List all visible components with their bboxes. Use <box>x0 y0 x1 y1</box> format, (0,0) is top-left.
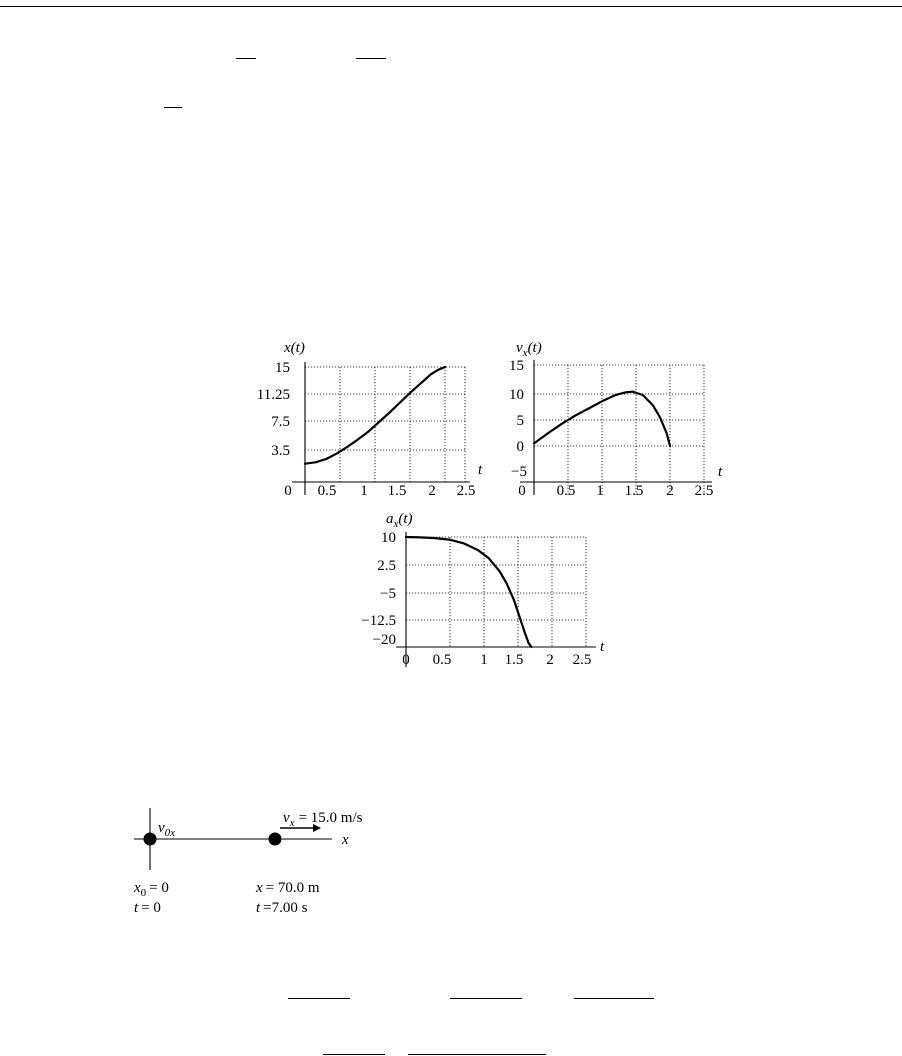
axis-label-x: x <box>342 832 349 848</box>
x-axis-label: t <box>600 639 605 655</box>
fraction-bar <box>236 58 256 59</box>
chart-velocity <box>500 332 740 499</box>
y-tick-label: 10 <box>381 530 396 546</box>
chart-grid <box>534 365 704 495</box>
y-tick-label: 11.25 <box>256 387 290 403</box>
y-tick-labels <box>361 530 396 648</box>
y-tick-label: −20 <box>372 632 396 648</box>
x-tick-label: 0.5 <box>556 483 576 499</box>
fraction-bar <box>574 998 654 999</box>
x-tick-label: 0 <box>284 483 292 499</box>
x-axis-label: t <box>718 464 723 480</box>
x-tick-labels <box>284 483 475 499</box>
x-tick-label: 1.5 <box>504 652 524 668</box>
x-tick-label: 2 <box>666 483 674 499</box>
y-tick-label: 15 <box>275 360 290 376</box>
y-axis-label: x(t) <box>284 340 305 356</box>
x-tick-label: 0 <box>518 483 526 499</box>
y-tick-label: −5 <box>380 586 396 602</box>
x-tick-labels <box>518 483 713 499</box>
chart-position <box>240 332 500 499</box>
x-tick-label: 2.5 <box>456 483 476 499</box>
y-tick-label: 0 <box>516 439 524 455</box>
x-tick-label: 2.5 <box>694 483 714 499</box>
y-axis-label: $v_x(t)$ <box>516 340 542 359</box>
x-tick-labels <box>402 652 591 668</box>
final-position-dot <box>269 833 282 846</box>
y-tick-label: 2.5 <box>377 558 396 574</box>
fraction-bar <box>164 107 182 108</box>
fraction-bar <box>450 998 522 999</box>
y-tick-labels <box>509 358 527 480</box>
initial-velocity-label: $v_{0x}$ <box>158 820 176 839</box>
x-tick-label: 2 <box>428 483 436 499</box>
x-tick-label: 1 <box>480 652 488 668</box>
x-tick-label: 2.5 <box>572 652 592 668</box>
series-line <box>406 537 531 647</box>
y-tick-label: −12.5 <box>361 613 396 629</box>
y-tick-label: −5 <box>511 464 527 480</box>
chart-grid <box>406 537 586 647</box>
y-tick-label: 10 <box>509 387 524 403</box>
x-tick-label: 0.5 <box>432 652 452 668</box>
y-tick-label: 7.5 <box>271 414 290 430</box>
x-tick-label: 1 <box>596 483 604 499</box>
y-tick-labels <box>257 360 290 459</box>
y-tick-label: 15 <box>509 358 524 374</box>
x-tick-label: 1.5 <box>624 483 644 499</box>
chart-acceleration <box>360 502 620 672</box>
y-axis-label: $a_x(t)$ <box>386 511 413 530</box>
initial-position-dot <box>144 833 157 846</box>
final-velocity-label: $v_x = 15.0$ m/s <box>283 810 363 829</box>
x-tick-label: 1 <box>360 483 368 499</box>
x-tick-label: 0 <box>402 652 410 668</box>
motion-diagram <box>120 800 420 916</box>
fraction-bar <box>408 1054 546 1055</box>
x-tick-label: 2 <box>546 652 554 668</box>
x-tick-label: 0.5 <box>317 483 337 499</box>
fraction-bar <box>356 58 386 59</box>
x-axis-label: t <box>478 462 483 478</box>
initial-t-label: t = 0 <box>134 900 161 916</box>
initial-x-label: $x_0 = 0$ <box>134 880 169 899</box>
y-tick-label: 3.5 <box>271 443 290 459</box>
fraction-bar <box>288 998 350 999</box>
fraction-bar <box>323 1054 385 1055</box>
y-tick-label: 5 <box>516 413 524 429</box>
final-x-label: x = 70.0 m <box>256 880 320 896</box>
top-rule <box>0 6 902 7</box>
final-t-label: t =7.00 s <box>256 900 308 916</box>
x-tick-label: 1.5 <box>387 483 407 499</box>
chart-grid <box>305 367 465 482</box>
